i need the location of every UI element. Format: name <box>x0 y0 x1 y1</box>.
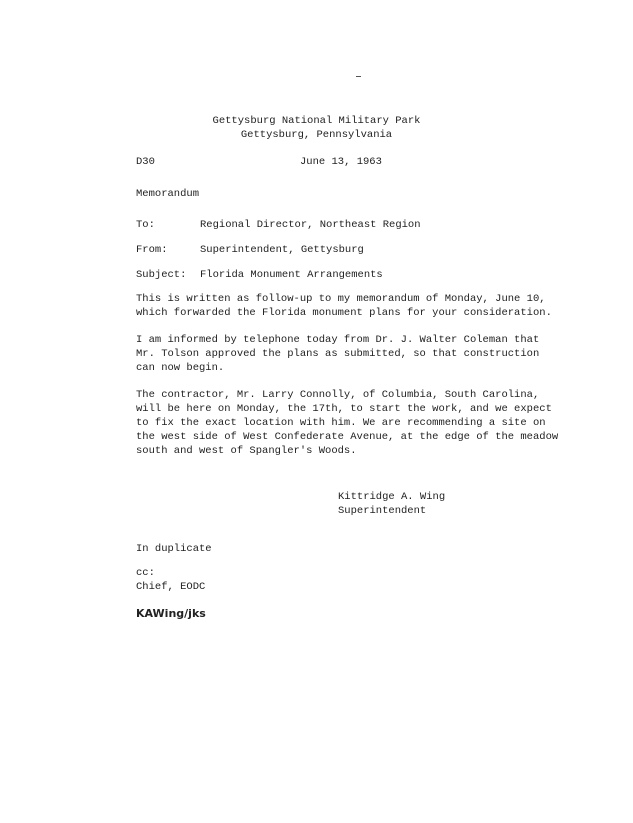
letterhead-line-1: Gettysburg National Military Park <box>212 115 421 127</box>
signature-title: Superintendent <box>338 505 427 517</box>
paragraph-line: to fix the exact location with him. We are recommending a site on <box>136 417 546 429</box>
paragraph-line: Mr. Tolson approved the plans as submitted, so that construction <box>136 348 540 360</box>
stray-mark <box>356 76 361 77</box>
to-value: Regional Director, Northeast Region <box>200 219 421 231</box>
body-paragraph-2 <box>136 333 540 375</box>
body-paragraph-1 <box>136 292 552 320</box>
from-value: Superintendent, Gettysburg <box>200 244 364 256</box>
cc-value: Chief, EODC <box>136 581 206 593</box>
paragraph-line: This is written as follow-up to my memorandum of Monday, June 10, <box>136 293 546 305</box>
paragraph-line: the west side of West Confederate Avenue, at the edge of the meadow <box>136 431 559 443</box>
letterhead-line-2: Gettysburg, Pennsylvania <box>240 129 393 141</box>
to-label: To: <box>136 219 155 231</box>
paragraph-line: The contractor, Mr. Larry Connolly, of Columbia, South Carolina, <box>136 389 540 401</box>
cc-label: cc: <box>136 567 155 579</box>
memo-date: June 13, 1963 <box>300 156 382 168</box>
document-type: Memorandum <box>136 188 200 200</box>
from-label: From: <box>136 244 168 256</box>
paragraph-line: will be here on Monday, the 17th, to start the work, and we expect <box>136 403 552 415</box>
paragraph-line: which forwarded the Florida monument plans for your consideration. <box>136 307 552 319</box>
file-code: D30 <box>136 156 155 168</box>
paragraph-line: south and west of Spangler's Woods. <box>136 445 357 457</box>
body-paragraph-3 <box>136 388 559 458</box>
signature-name: Kittridge A. Wing <box>338 491 446 503</box>
subject-value: Florida Monument Arrangements <box>200 269 383 281</box>
paragraph-line: I am informed by telephone today from Dr. J. Walter Coleman that <box>136 334 540 346</box>
paragraph-line: can now begin. <box>136 362 225 374</box>
typist-initials: KAWing/jks <box>136 607 206 620</box>
subject-label: Subject: <box>136 269 187 281</box>
copy-note: In duplicate <box>136 543 212 555</box>
